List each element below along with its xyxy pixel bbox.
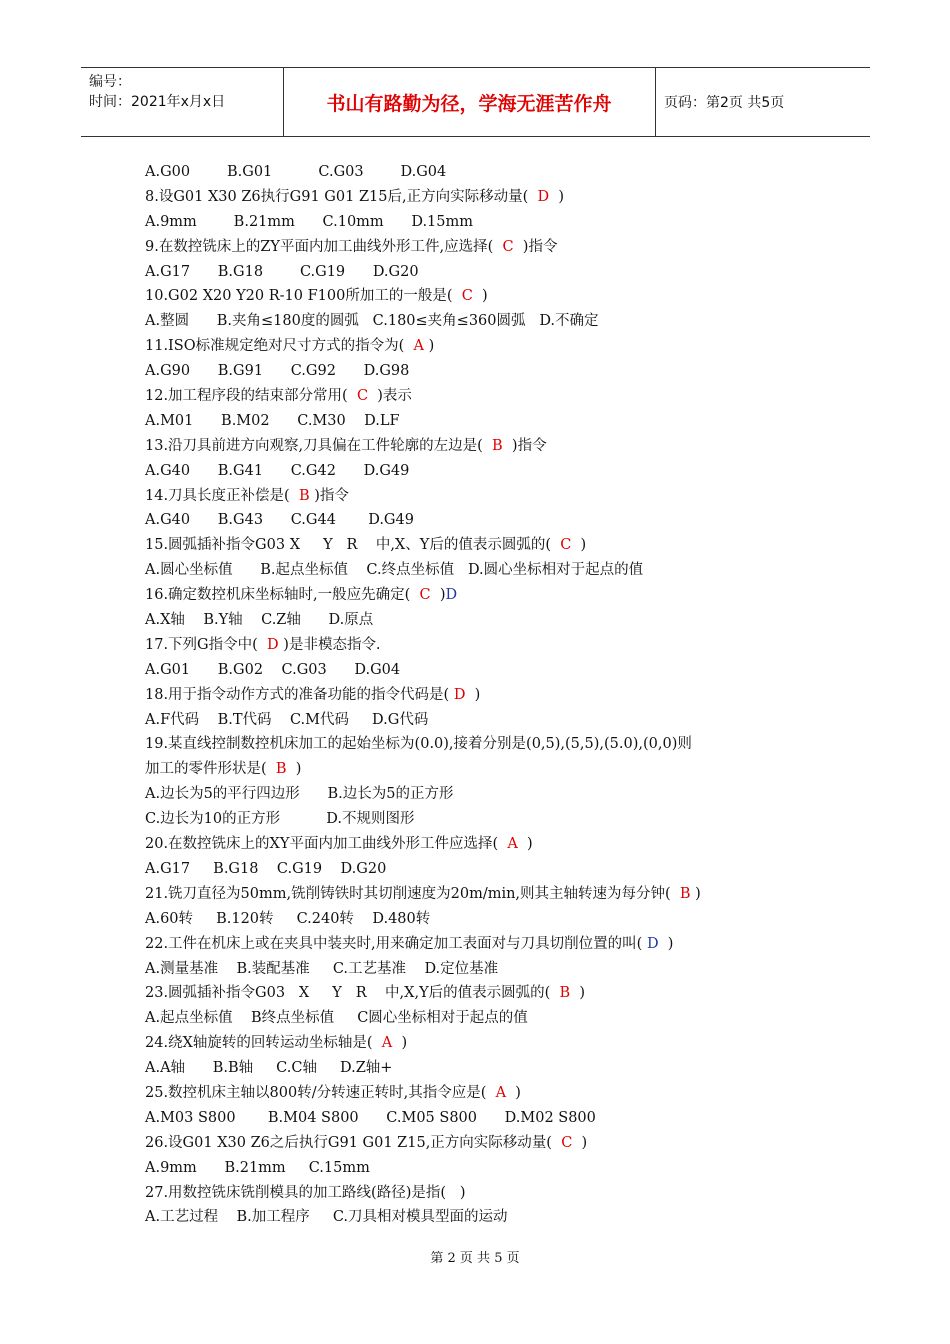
text-line	[145, 583, 825, 608]
line-text: 26.设G01 X30 Z6之后执行G91 G01 Z15,正方向实际移动量(	[145, 1134, 562, 1151]
answer-mark: C	[356, 388, 369, 405]
answer-mark: D	[453, 686, 466, 703]
line-text: )是非模态指令.	[278, 636, 381, 653]
answer-mark: D	[646, 935, 659, 952]
answer-mark: A	[495, 1084, 507, 1101]
text-line	[145, 807, 825, 832]
answer-mark: B	[679, 885, 691, 902]
line-text: A.圆心坐标值 B.起点坐标值 C.终点坐标值 D.圆心坐标相对于起点的值	[145, 562, 644, 579]
line-text: )	[286, 761, 302, 778]
answer-mark: D	[537, 188, 550, 205]
line-text: )	[472, 288, 488, 305]
answer-mark: A	[413, 338, 424, 355]
text-line	[145, 1031, 825, 1056]
line-text: A.9mm B.21mm C.15mm	[145, 1159, 370, 1176]
text-line	[145, 185, 825, 210]
text-line	[145, 732, 825, 757]
number-label: 编号：	[89, 74, 131, 90]
line-text: )	[465, 686, 481, 703]
answer-mark: B	[298, 487, 310, 504]
line-text: )指令	[502, 437, 547, 454]
text-line	[145, 1056, 825, 1081]
text-line	[145, 508, 825, 533]
text-line	[145, 782, 825, 807]
line-text: A.G17 B.G18 C.G19 D.G20	[145, 860, 387, 877]
line-text: 12.加工程序段的结束部分常用(	[145, 388, 357, 405]
answer-mark: D	[445, 587, 458, 604]
header-page-info: 页码：第2页 共5页	[664, 95, 785, 111]
line-text: )	[658, 935, 674, 952]
line-text: A.M03 S800 B.M04 S800 C.M05 S800 D.M02 S800	[145, 1109, 596, 1126]
text-line	[145, 832, 825, 857]
line-text: A.起点坐标值 B终点坐标值 C圆心坐标相对于起点的值	[145, 1010, 528, 1027]
line-text: A.X轴 B.Y轴 C.Z轴 D.原点	[145, 612, 374, 629]
text-line	[145, 309, 825, 334]
text-line	[145, 708, 825, 733]
text-line	[145, 210, 825, 235]
text-line	[145, 284, 825, 309]
header-meta	[89, 72, 225, 112]
line-text: 15.圆弧插补指令G03 X Y R 中,X、Y后的值表示圆弧的(	[145, 537, 561, 554]
line-text: 14.刀具长度正补偿是(	[145, 487, 299, 504]
answer-mark: A	[381, 1035, 393, 1052]
line-text: A.A轴 B.B轴 C.C轴 D.Z轴+	[145, 1060, 393, 1077]
line-text: )表示	[368, 388, 412, 405]
line-text: )	[570, 985, 586, 1002]
line-text: A.测量基准 B.装配基准 C.工艺基准 D.定位基准	[145, 960, 499, 977]
line-text: 16.确定数控机床坐标轴时,一般应先确定(	[145, 587, 420, 604]
text-line	[145, 857, 825, 882]
text-line	[145, 757, 825, 782]
text-line	[145, 484, 825, 509]
line-text: )	[506, 1084, 521, 1101]
text-line	[145, 882, 825, 907]
text-line	[145, 633, 825, 658]
text-line	[145, 558, 825, 583]
answer-mark: C	[561, 1134, 573, 1151]
line-text: A.工艺过程 B.加工程序 C.刀具相对模具型面的运动	[145, 1209, 508, 1226]
text-line	[145, 1156, 825, 1181]
line-text: 19.某直线控制数控机床加工的起始坐标为(0.0),接着分别是(0,5),(5,5),(5.0),(0,0)则	[145, 736, 692, 753]
text-line	[145, 1205, 825, 1230]
line-text: A.G01 B.G02 C.G03 D.G04	[145, 661, 401, 678]
line-text: )	[430, 587, 446, 604]
line-text: 13.沿刀具前进方向观察,刀具偏在工件轮廓的左边是(	[145, 437, 493, 454]
line-text: A.9mm B.21mm C.10mm D.15mm	[145, 213, 474, 230]
answer-mark: D	[267, 636, 279, 653]
text-line	[145, 1006, 825, 1031]
answer-mark: C	[560, 537, 572, 554]
line-text: A.G00 B.G01 C.G03 D.G04	[145, 164, 447, 180]
text-line	[145, 533, 825, 558]
question-list	[145, 160, 825, 1230]
line-text: 21.铣刀直径为50mm,铣削铸铁时其切削速度为20m/min,则其主轴转速为每分钟(	[145, 885, 680, 902]
line-text: )指令	[513, 238, 558, 255]
page-footer: 第 2 页 共 5 页	[430, 1251, 520, 1266]
line-text: 20.在数控铣床上的XY平面内加工曲线外形工件应选择(	[145, 836, 508, 853]
line-text: 11.ISO标准规定绝对尺寸方式的指令为(	[145, 338, 414, 355]
line-text: C.边长为10的正方形 D.不规则图形	[145, 811, 415, 828]
line-text: A.G40 B.G41 C.G42 D.G49	[145, 462, 410, 479]
header-divider	[655, 68, 656, 136]
text-line	[145, 608, 825, 633]
text-line	[145, 409, 825, 434]
text-line	[145, 1131, 825, 1156]
line-text: )	[517, 836, 533, 853]
line-text: 17.下列G指令中(	[145, 636, 268, 653]
text-line	[145, 1106, 825, 1131]
line-text: A.G40 B.G43 C.G44 D.G49	[145, 512, 414, 529]
answer-mark: C	[502, 238, 514, 255]
answer-mark: B	[559, 985, 571, 1002]
line-text: )	[549, 188, 564, 205]
line-text: 18.用于指令动作方式的准备功能的指令代码是(	[145, 686, 454, 703]
text-line	[145, 981, 825, 1006]
line-text: 10.G02 X20 Y20 R-10 F100所加工的一般是(	[145, 288, 462, 305]
text-line	[145, 384, 825, 409]
line-text: A.G17 B.G18 C.G19 D.G20	[145, 263, 419, 280]
text-line	[145, 1081, 825, 1106]
line-text: 22.工件在机床上或在夹具中装夹时,用来确定加工表面对与刀具切削位置的叫(	[145, 935, 647, 952]
text-line	[145, 160, 825, 185]
text-line	[145, 334, 825, 359]
text-line	[145, 1181, 825, 1206]
answer-mark: B	[275, 761, 287, 778]
text-line	[145, 260, 825, 285]
line-text: A.边长为5的平行四边形 B.边长为5的正方形	[145, 786, 454, 803]
text-line	[145, 459, 825, 484]
text-line	[145, 683, 825, 708]
time-label: 时间：2021年x月x日	[89, 94, 226, 110]
line-text: )	[572, 1134, 588, 1151]
text-line	[145, 434, 825, 459]
header-motto: 书山有路勤为径，学海无涯苦作舟	[326, 92, 612, 115]
line-text: )	[690, 885, 701, 902]
line-text: A.G90 B.G91 C.G92 D.G98	[145, 363, 410, 380]
answer-mark: C	[419, 587, 431, 604]
text-line	[145, 907, 825, 932]
text-line	[145, 932, 825, 957]
line-text: A.M01 B.M02 C.M30 D.LF	[145, 412, 400, 429]
line-text: 9.在数控铣床上的ZY平面内加工曲线外形工件,应选择(	[145, 238, 503, 255]
line-text: 24.绕X轴旋转的回转运动坐标轴是(	[145, 1035, 382, 1052]
text-line	[145, 235, 825, 260]
page-header	[81, 67, 870, 137]
text-line	[145, 658, 825, 683]
line-text: 25.数控机床主轴以800转/分转速正转时,其指令应是(	[145, 1084, 496, 1101]
line-text: 加工的零件形状是(	[145, 761, 276, 778]
text-line	[145, 359, 825, 384]
line-text: )	[571, 537, 587, 554]
line-text: )	[423, 338, 435, 355]
answer-mark: C	[461, 288, 473, 305]
line-text: )指令	[309, 487, 349, 504]
answer-mark: B	[492, 437, 503, 454]
line-text: )	[392, 1035, 408, 1052]
line-text: A.整圆 B.夹角≤180度的圆弧 C.180≤夹角≤360圆弧 D.不确定	[145, 313, 599, 330]
line-text: A.60转 B.120转 C.240转 D.480转	[145, 910, 431, 927]
text-line	[145, 957, 825, 982]
line-text: 27.用数控铣床铣削模具的加工路线(路径)是指( )	[145, 1184, 466, 1201]
line-text: 8.设G01 X30 Z6执行G91 G01 Z15后,正方向实际移动量(	[145, 188, 538, 205]
line-text: 23.圆弧插补指令G03 X Y R 中,X,Y后的值表示圆弧的(	[145, 985, 560, 1002]
line-text: A.F代码 B.T代码 C.M代码 D.G代码	[145, 711, 429, 728]
answer-mark: A	[507, 836, 518, 853]
